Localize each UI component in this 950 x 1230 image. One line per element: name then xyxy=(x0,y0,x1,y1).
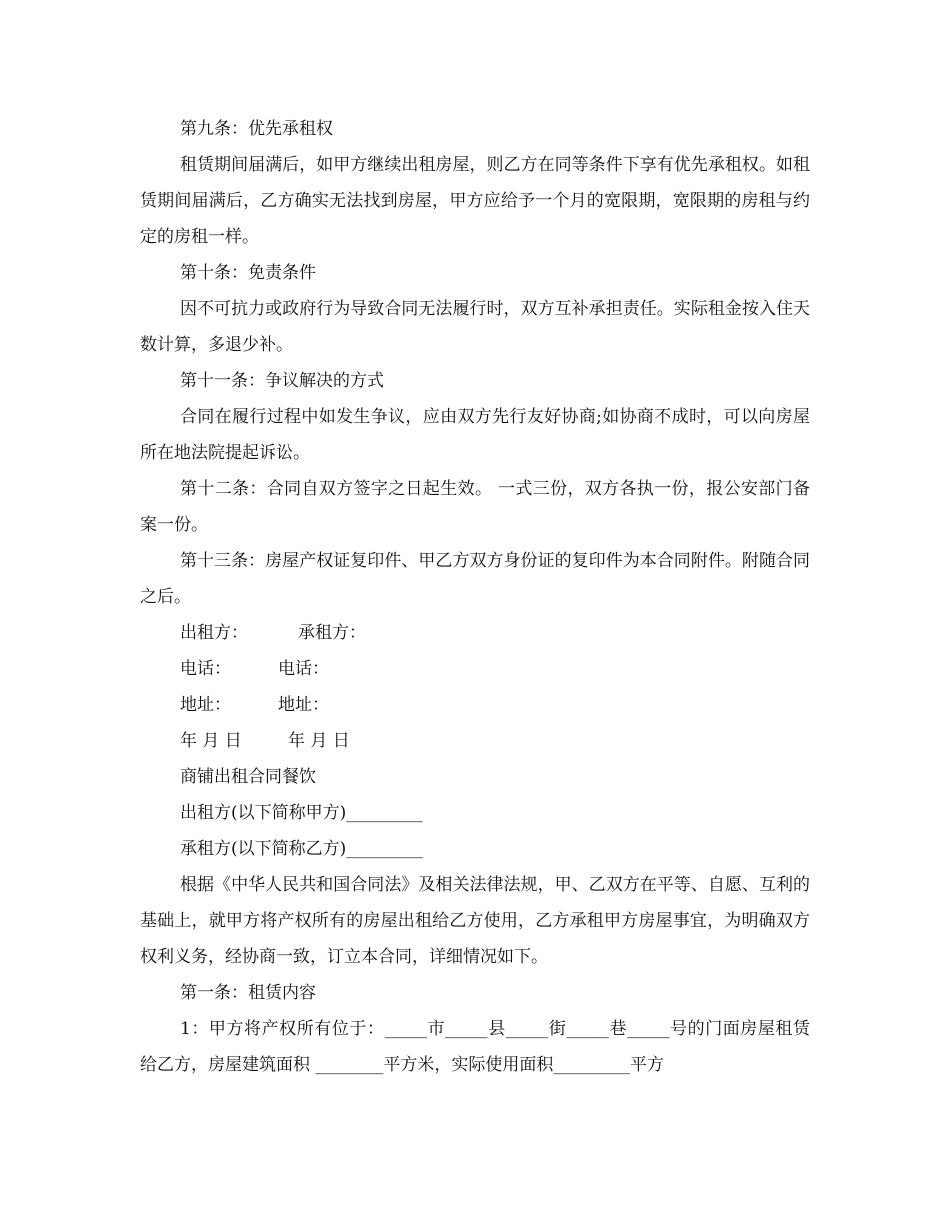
lessor-label: 出租方： xyxy=(180,623,248,643)
article-11-text: 合同在履行过程中如发生争议，应由双方先行友好协商;如协商不成时，可以向房屋所在地法院提起诉讼。 xyxy=(140,407,810,463)
signature-phone-row xyxy=(140,651,810,687)
signature-date-row xyxy=(140,723,810,759)
preamble-text: 根据《中华人民共和国合同法》及相关法律法规，甲、乙双方在平等、自愿、互利的基础上，就甲方将产权所有的房屋出租给乙方使用，乙方承租甲方房屋事宜，为明确双方权利义务，经协商一致，订立本合同，详细情况如下。 xyxy=(140,875,810,967)
signature-address-row xyxy=(140,687,810,723)
lessee-label: 承租方： xyxy=(298,623,366,643)
article-13-text: 第十三条：房屋产权证复印件、甲乙方双方身份证的复印件为本合同附件。附随合同之后。 xyxy=(140,551,810,607)
article-9-text: 租赁期间届满后，如甲方继续出租房屋，则乙方在同等条件下享有优先承租权。如租赁期间届满后，乙方确实无法找到房屋，甲方应给予一个月的宽限期，宽限期的房租与约定的房租一样。 xyxy=(140,155,810,247)
article-1-heading: 第一条：租赁内容 xyxy=(180,983,316,1003)
lessor-date: 年 月 日 xyxy=(180,731,242,751)
lessee-date: 年 月 日 xyxy=(288,731,350,751)
article-10-text: 因不可抗力或政府行为导致合同无法履行时，双方互补承担责任。实际租金按入住天数计算，多退少补。 xyxy=(140,299,810,355)
lessee-phone-label: 电话： xyxy=(278,659,329,679)
article-12-text: 第十二条：合同自双方签字之日起生效。 一式三份，双方各执一份，报公安部门备案一份。 xyxy=(140,479,810,535)
lessor-party-line: 出租方(以下简称甲方)_________ xyxy=(180,803,423,823)
contract-title: 商铺出租合同餐饮 xyxy=(180,767,316,787)
lessor-address-label: 地址： xyxy=(180,695,231,715)
lessor-phone-label: 电话： xyxy=(180,659,231,679)
article-11-heading: 第十一条：争议解决的方式 xyxy=(180,371,384,391)
document-body xyxy=(140,111,810,1083)
lessee-party-line: 承租方(以下简称乙方)_________ xyxy=(180,839,423,859)
signature-party-row xyxy=(140,615,810,651)
article-9-heading: 第九条：优先承租权 xyxy=(180,119,333,139)
article-10-heading: 第十条：免责条件 xyxy=(180,263,316,283)
lessee-address-label: 地址： xyxy=(278,695,329,715)
article-1-clause-1: 1：甲方将产权所有位于：_____市_____县_____街_____巷_____号的门面房屋租赁给乙方，房屋建筑面积 ________平方米，实际使用面积_________平方 xyxy=(140,1019,810,1075)
